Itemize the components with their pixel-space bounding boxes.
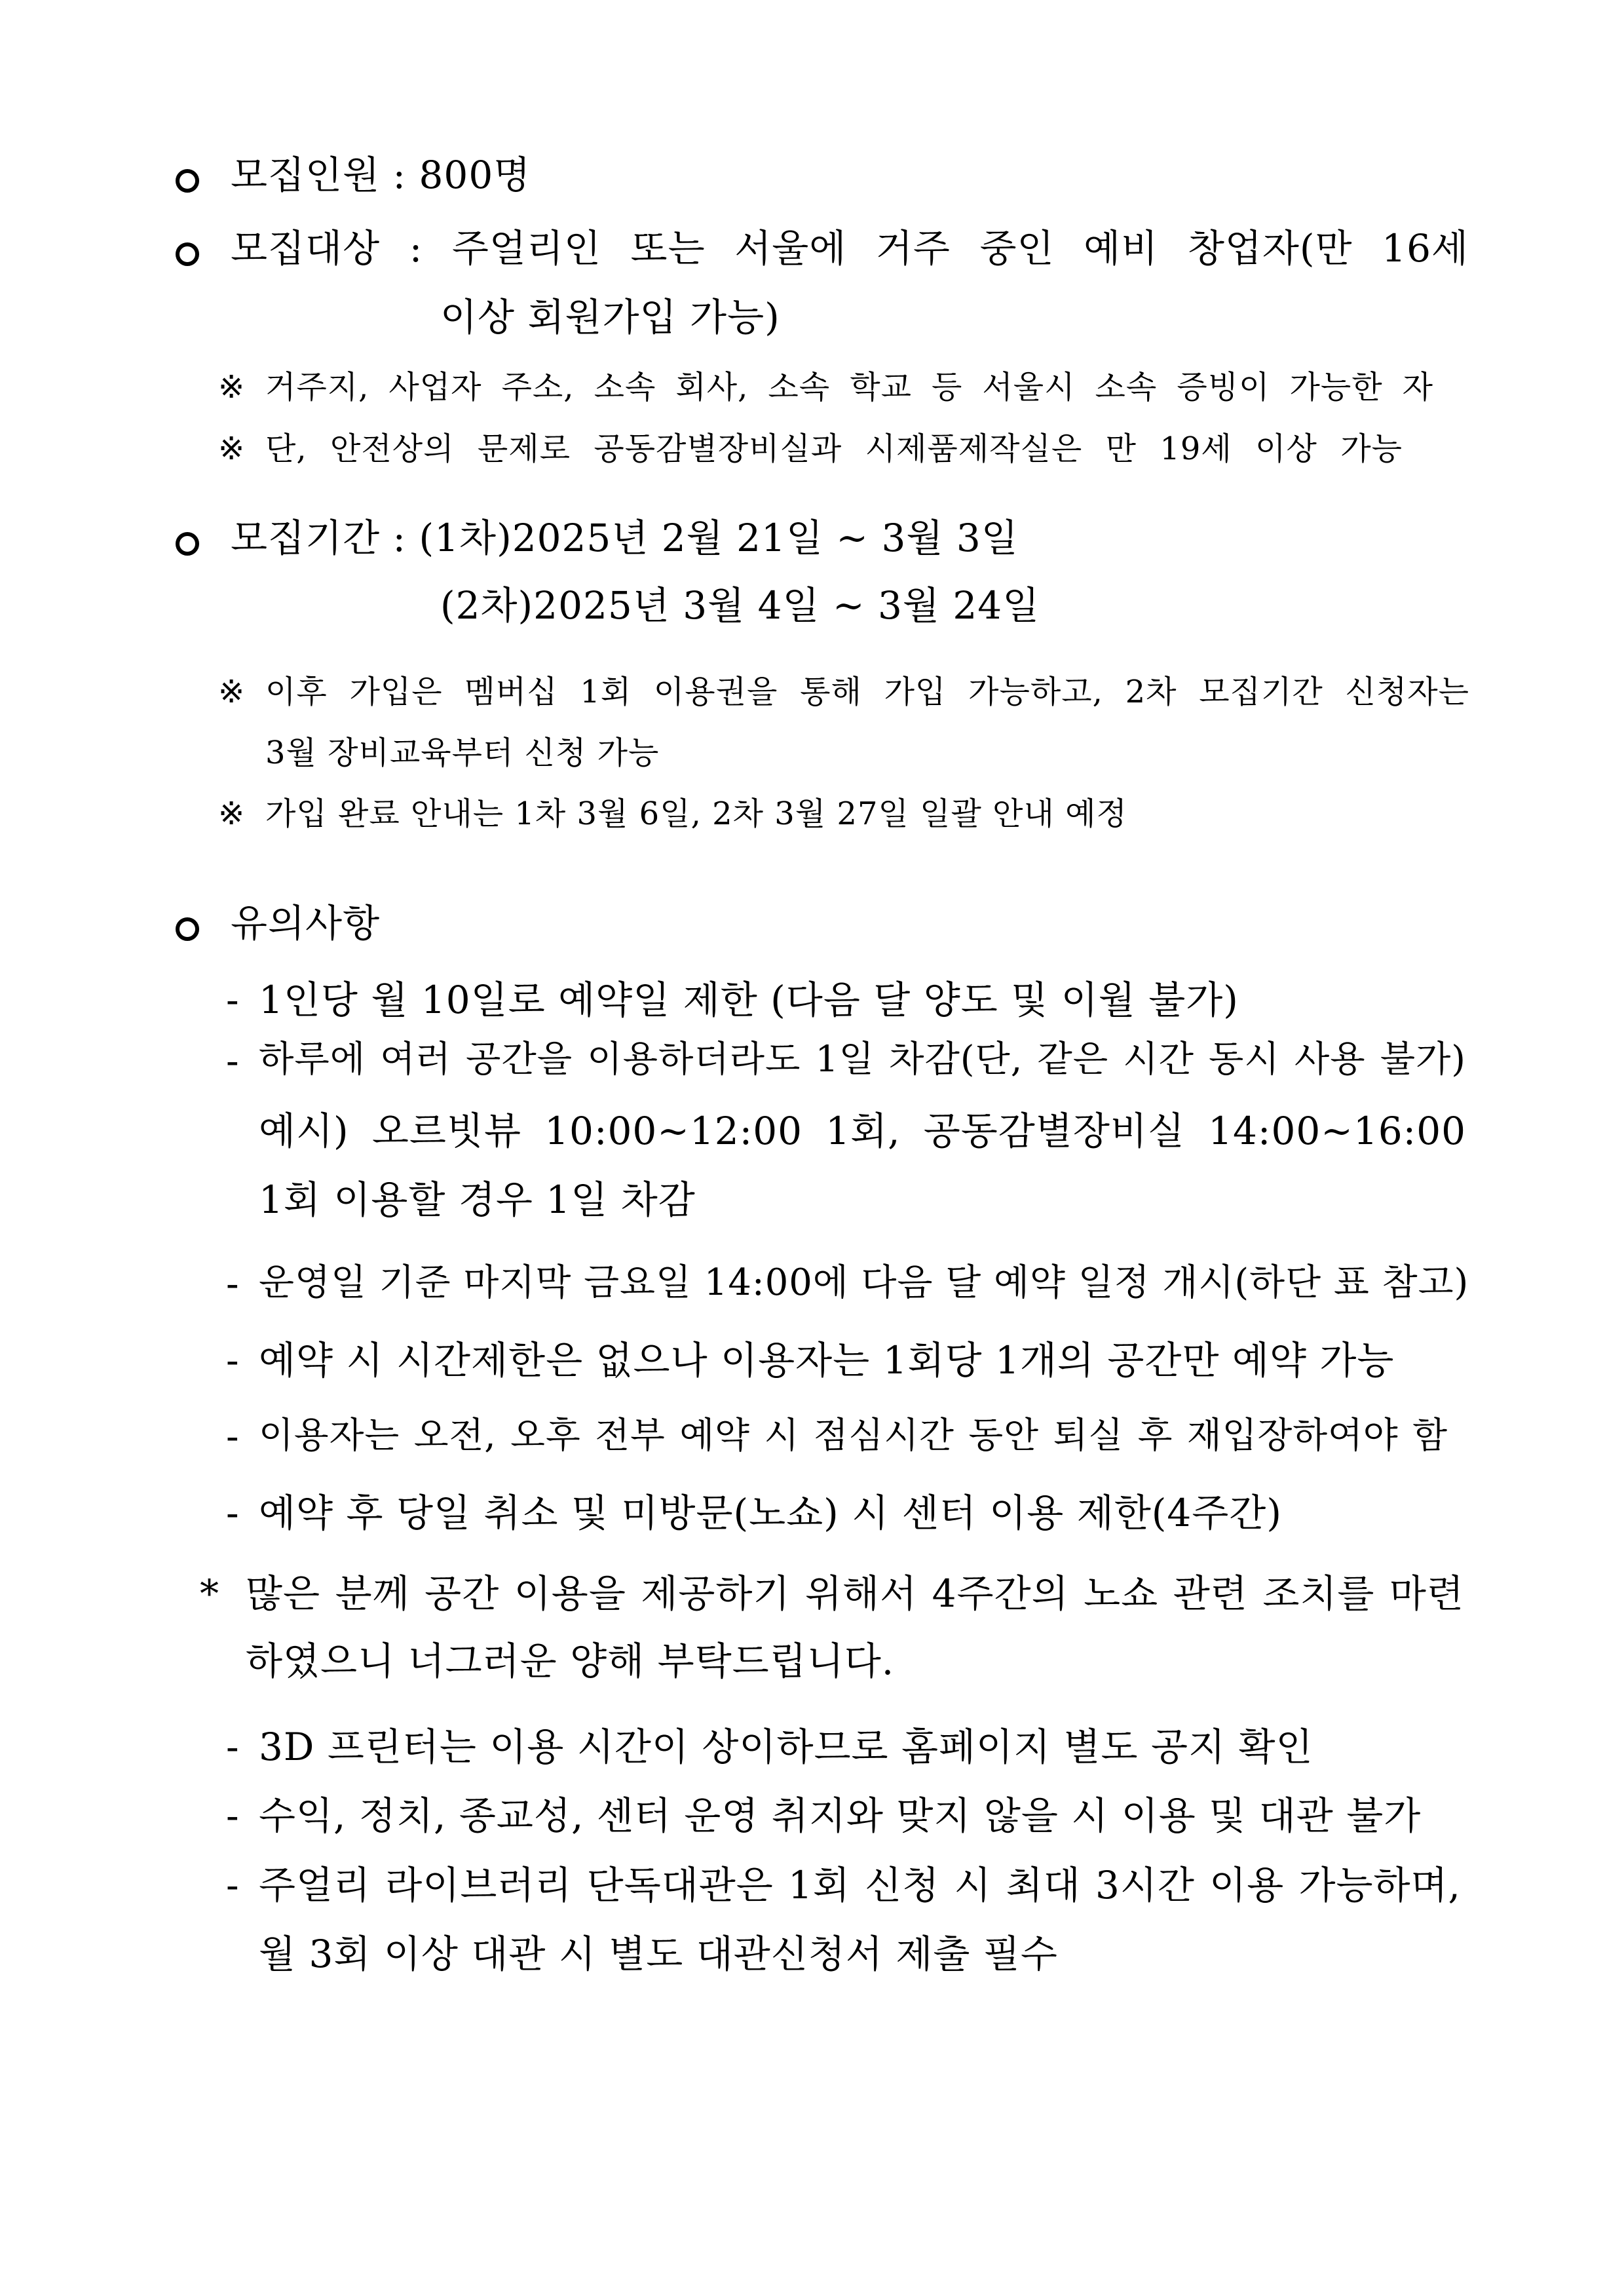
caution-item-7: 3D 프린터는 이용 시간이 상이하므로 홈페이지 별도 공지 확인 (259, 1725, 1313, 1769)
recruit-period-line2: (2차)2025년 3월 4일 ~ 3월 24일 (440, 583, 1040, 628)
caution-item-9-line1: 주얼리 라이브러리 단독대관은 1회 신청 시 최대 3시간 이용 가능하며, (259, 1863, 1461, 1907)
dash-marker: - (226, 1338, 240, 1383)
note-marker: ※ (218, 369, 246, 406)
dash-marker: - (226, 1725, 240, 1769)
dash-marker: - (226, 1863, 240, 1907)
note-marker: ※ (218, 795, 246, 832)
caution-item-3: 운영일 기준 마지막 금요일 14:00에 다음 달 예약 일정 개시(하단 표 참고) (259, 1261, 1469, 1304)
caution-item-5: 이용자는 오전, 오후 전부 예약 시 점심시간 동안 퇴실 후 재입장하여야 함 (259, 1414, 1448, 1456)
dash-marker: - (226, 1793, 240, 1838)
recruit-count: 모집인원 : 800명 (231, 153, 531, 197)
dash-marker: - (226, 1491, 240, 1535)
caution-item-2-line3: 1회 이용할 경우 1일 차감 (259, 1177, 696, 1222)
dash-marker: - (226, 1414, 240, 1459)
caution-item-9-line2: 월 3회 이상 대관 시 별도 대관신청서 제출 필수 (259, 1932, 1058, 1976)
caution-star-line1: 많은 분께 공간 이용을 제공하기 위해서 4주간의 노쇼 관련 조치를 마련 (246, 1571, 1464, 1616)
dash-marker: - (226, 1039, 240, 1083)
recruit-period-note-1-line2: 3월 장비교육부터 신청 가능 (265, 735, 660, 771)
note-marker: ※ (218, 430, 246, 467)
note-marker: ※ (218, 674, 246, 710)
caution-item-4: 예약 시 시간제한은 없으나 이용자는 1회당 1개의 공간만 예약 가능 (259, 1338, 1395, 1383)
recruit-target-line1: 모집대상 : 주얼리인 또는 서울에 거주 중인 예비 창업자(만 16세 (231, 226, 1469, 271)
recruit-target-line2: 이상 회원가입 가능) (440, 295, 780, 339)
bullet-circle-icon (176, 522, 199, 560)
caution-item-1: 1인당 월 10일로 예약일 제한 (다음 달 양도 및 이월 불가) (259, 978, 1239, 1022)
dash-marker: - (226, 978, 240, 1022)
caution-item-2-line1: 하루에 여러 공간을 이용하더라도 1일 차감(단, 같은 시간 동시 사용 불가) (259, 1039, 1466, 1081)
bullet-circle-icon (176, 159, 199, 197)
recruit-period-note-2: 가입 완료 안내는 1차 3월 6일, 2차 3월 27일 일괄 안내 예정 (265, 795, 1127, 832)
caution-star-line2: 하였으니 너그러운 양해 부탁드립니다. (246, 1639, 895, 1683)
caution-item-8: 수익, 정치, 종교성, 센터 운영 취지와 맞지 않을 시 이용 및 대관 불가 (259, 1793, 1422, 1838)
recruit-period-note-1-line1: 이후 가입은 멤버십 1회 이용권을 통해 가입 가능하고, 2차 모집기간 신청자는 (265, 674, 1469, 710)
cautions-title: 유의사항 (231, 901, 381, 946)
caution-item-6: 예약 후 당일 취소 및 미방문(노쇼) 시 센터 이용 제한(4주간) (259, 1491, 1282, 1535)
recruit-target-note-1: 거주지, 사업자 주소, 소속 회사, 소속 학교 등 서울시 소속 증빙이 가능한 자 (265, 369, 1433, 406)
bullet-circle-icon (176, 908, 199, 946)
star-marker: * (200, 1571, 219, 1616)
bullet-circle-icon (176, 233, 199, 271)
caution-item-2-line2: 예시) 오르빗뷰 10:00~12:00 1회, 공동감별장비실 14:00~16:00 (259, 1109, 1466, 1153)
dash-marker: - (226, 1261, 240, 1306)
recruit-target-note-2: 단, 안전상의 문제로 공동감별장비실과 시제품제작실은 만 19세 이상 가능 (265, 430, 1403, 467)
recruit-period-line1: 모집기간 : (1차)2025년 2월 21일 ~ 3월 3일 (231, 516, 1019, 560)
